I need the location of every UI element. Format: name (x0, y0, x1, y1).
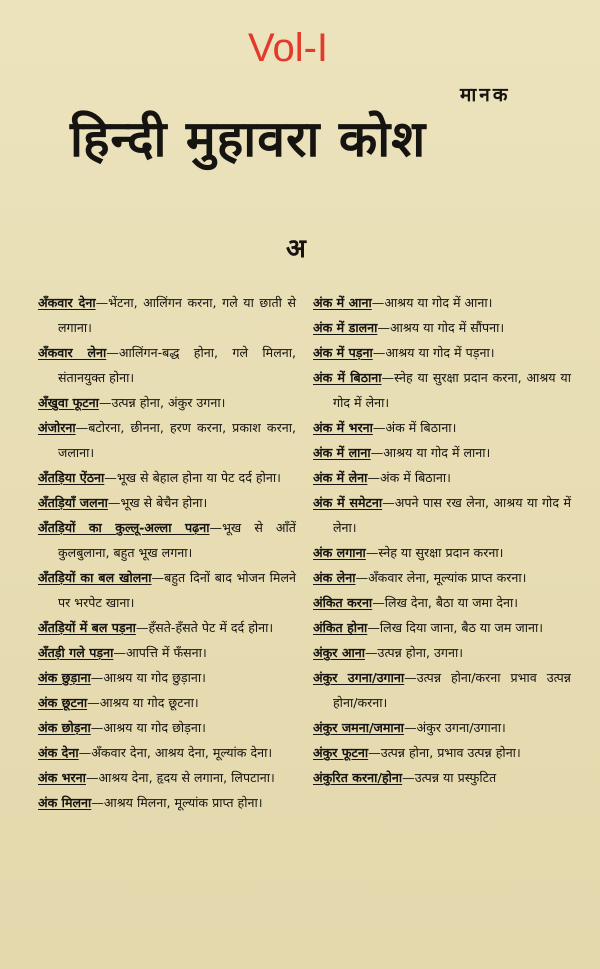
entry-headword: अंक मिलना (38, 795, 92, 810)
entry-headword: अंकुर फूटना (313, 745, 369, 760)
dictionary-entry (38, 565, 296, 615)
entry-headword: अँकवार देना (38, 295, 96, 310)
entry-headword: अंकुरित करना/होना (313, 770, 403, 785)
entry-definition: —अंक में बिठाना। (372, 420, 457, 435)
dictionary-entry (38, 340, 296, 390)
entry-headword: अँतड़ियों का कुल्लू-अल्ला पढ़ना (38, 520, 210, 535)
entry-definition: —आश्रय देना, हृदय से लगाना, लिपटाना। (85, 770, 275, 785)
dictionary-entry (313, 540, 571, 565)
entry-definition: —अपने पास रख लेना, आश्रय या गोद में लेना। (333, 495, 571, 535)
entry-definition: —बटोरना, छीनना, हरण करना, प्रकाश करना, जलाना। (58, 420, 296, 460)
dictionary-entry (313, 340, 571, 365)
dictionary-entry (38, 640, 296, 665)
entry-headword: अंक देना (38, 745, 79, 760)
entry-headword: अँतड़ियों का बल खोलना (38, 570, 152, 585)
entry-headword: अंक में डालना (313, 320, 378, 335)
entry-definition: —भूख से बेहाल होना या पेट दर्द होना। (104, 470, 281, 485)
entry-definition: —आश्रय या गोद में आना। (371, 295, 493, 310)
dictionary-entry (313, 315, 571, 340)
entry-definition: —स्नेह या सुरक्षा प्रदान करना, आश्रय या गोद में लेना। (333, 370, 571, 410)
entry-definition: —भूख से आँतें कुलबुलाना, बहुत भूख लगना। (58, 520, 296, 560)
dictionary-entry (313, 415, 571, 440)
entry-headword: अंक छूटना (38, 695, 88, 710)
dictionary-entry (313, 715, 571, 740)
entry-definition: —आश्रय या गोद में पड़ना। (372, 345, 495, 360)
entry-headword: अंक में भरना (313, 420, 373, 435)
dictionary-entry (313, 590, 571, 615)
dictionary-entry (38, 790, 296, 815)
dictionary-entry (313, 490, 571, 540)
entry-definition: —अँकवार लेना, मूल्यांक प्राप्त करना। (355, 570, 527, 585)
dictionary-entry (38, 290, 296, 340)
entry-definition: —आश्रय या गोद छूटना। (87, 695, 199, 710)
entries-column-right (313, 290, 571, 790)
entry-headword: अंकुर उगना/उगाना (313, 670, 405, 685)
dictionary-entry (313, 640, 571, 665)
entry-definition: —हँसते-हँसते पेट में दर्द होना। (135, 620, 274, 635)
entry-headword: अंक लगाना (313, 545, 366, 560)
entry-headword: अंक में बिठाना (313, 370, 382, 385)
page-title: हिन्दी मुहावरा कोश (70, 110, 427, 168)
entries-column-left (38, 290, 296, 815)
volume-label: Vol-I (248, 26, 329, 70)
entry-definition: —आश्रय मिलना, मूल्यांक प्राप्त होना। (91, 795, 263, 810)
entry-headword: अंक में आना (313, 295, 372, 310)
entry-definition: —अंकुर उगना/उगाना। (403, 720, 506, 735)
dictionary-entry (313, 765, 571, 790)
dictionary-entry (313, 465, 571, 490)
entry-definition: —उत्पन्न या प्रस्फुटित (402, 770, 497, 785)
entry-headword: अंकित होना (313, 620, 368, 635)
entry-definition: —लिख दिया जाना, बैठ या जम जाना। (367, 620, 543, 635)
entry-headword: अँतड़िया ऐंठना (38, 470, 105, 485)
entry-headword: अंक में लेना (313, 470, 368, 485)
entry-headword: अंक लेना (313, 570, 356, 585)
entry-definition: —उत्पन्न होना, अंकुर उगना। (98, 395, 226, 410)
dictionary-entry (38, 765, 296, 790)
entry-headword: अंकित करना (313, 595, 373, 610)
entry-headword: अंक भरना (38, 770, 86, 785)
entry-headword: अँतड़ियों में बल पड़ना (38, 620, 136, 635)
entry-definition: —भेंटना, आलिंगन करना, गले या छाती से लगाना। (58, 295, 296, 335)
entry-headword: अँखुवा फूटना (38, 395, 99, 410)
dictionary-entry (313, 665, 571, 715)
dictionary-entry (313, 615, 571, 640)
entry-headword: अंक में समेटना (313, 495, 383, 510)
dictionary-entry (313, 740, 571, 765)
entry-definition: —अंक में बिठाना। (367, 470, 451, 485)
entry-definition: —उत्पन्न होना, प्रभाव उत्पन्न होना। (368, 745, 521, 760)
entry-headword: अँतड़ियाँ जलना (38, 495, 108, 510)
dictionary-entry (38, 490, 296, 515)
entry-definition: —उत्पन्न होना/करना प्रभाव उत्पन्न होना/करना। (333, 670, 571, 710)
dictionary-entry (38, 690, 296, 715)
entry-headword: अंक में पड़ना (313, 345, 373, 360)
entry-definition: —आश्रय या गोद छोड़ना। (90, 720, 206, 735)
entry-definition: —लिख देना, बैठा या जमा देना। (372, 595, 519, 610)
entry-headword: अंजोरना (38, 420, 76, 435)
dictionary-entry (38, 715, 296, 740)
entry-definition: —भूख से बेचैन होना। (107, 495, 208, 510)
dictionary-entry (38, 665, 296, 690)
entry-headword: अंक में लाना (313, 445, 371, 460)
dictionary-entry (313, 440, 571, 465)
entry-definition: —बहुत दिनों बाद भोजन मिलने पर भरपेट खाना। (58, 570, 296, 610)
dictionary-entry (38, 390, 296, 415)
entry-definition: —अँकवार देना, आश्रय देना, मूल्यांक देना। (78, 745, 273, 760)
dictionary-entry (313, 290, 571, 315)
entry-headword: अंक छोड़ना (38, 720, 91, 735)
entry-definition: —आश्रय या गोद में सौंपना। (377, 320, 505, 335)
dictionary-entry (38, 415, 296, 465)
entry-definition: —आश्रय या गोद छुड़ाना। (90, 670, 206, 685)
entry-definition: —आलिंगन-बद्ध होना, गले मिलना, संतानयुक्त होना। (58, 345, 296, 385)
entry-definition: —आश्रय या गोद में लाना। (370, 445, 491, 460)
entry-headword: अँतड़ी गले पड़ना (38, 645, 114, 660)
dictionary-entry (313, 565, 571, 590)
dictionary-entry (38, 615, 296, 640)
title-subtitle: मानक (460, 84, 511, 106)
entry-definition: —उत्पन्न होना, उगना। (364, 645, 464, 660)
entry-headword: अँकवार लेना (38, 345, 107, 360)
entry-headword: अंकुर जमना/जमाना (313, 720, 404, 735)
dictionary-entry (38, 465, 296, 490)
dictionary-entry (38, 515, 296, 565)
entry-definition: —आपत्ति में फँसना। (113, 645, 207, 660)
dictionary-entry (313, 365, 571, 415)
entry-headword: अंक छुड़ाना (38, 670, 91, 685)
entry-definition: —स्नेह या सुरक्षा प्रदान करना। (365, 545, 504, 560)
entry-headword: अंकुर आना (313, 645, 365, 660)
section-letter: अ (286, 234, 306, 264)
dictionary-entry (38, 740, 296, 765)
